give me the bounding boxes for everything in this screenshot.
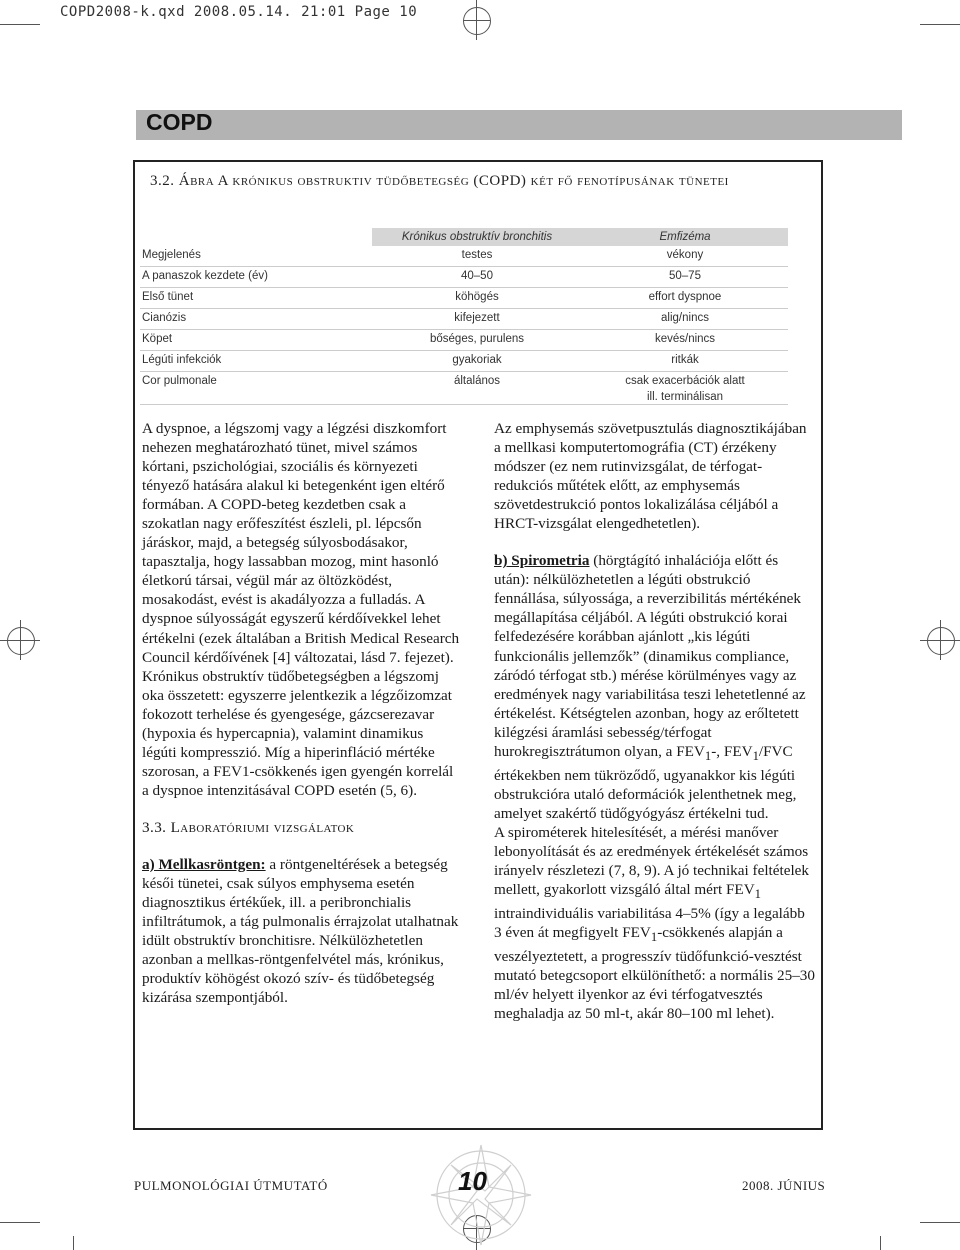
spirometria-paragraph: [494, 551, 816, 823]
footer-date: 2008. JÚNIUS: [742, 1178, 826, 1193]
spirometria-label: b) Spirometria: [494, 552, 590, 570]
emfizema-cell-line2: ill. terminálisan: [646, 391, 724, 403]
spirometer-text-2: intraindividuális variabilitása 4–5% (így a legalább 3 éven át megfigyelt FEV: [494, 905, 805, 942]
footer-publication: PULMONOLÓGIAI ÚTMUTATÓ: [134, 1178, 328, 1193]
subscript: 1: [650, 930, 658, 945]
table-header-row: [140, 228, 788, 246]
emfizema-cell: 50–75: [582, 267, 788, 288]
column-header-bronchitis: Krónikus obstruktív bronchitis: [372, 228, 582, 246]
row-label: Köpet: [140, 330, 372, 351]
spirometria-text-3: /FVC értékekben nem tükröződő, ugyanakkor kis légúti obstrukcióra utaló deformációk jelenthetnek meg, amelyet szakértő tüdőgyógyász értékelni tud.: [494, 742, 797, 822]
spirometria-text-1: (hörgtágító inhalációja előtt és után): nélkülözhetetlen a légúti obstrukció fennállása, súlyossága, a reverzibilitás mértékének megállapítása céljából. A légúti obstrukció korai felfedezésére korábban ajánlott „kis légúti funkcionális jellemzők” (dinamikus compliance, záródó térfogat stb.) mérése körülményes vagy az eredmények nagy variabilitása teszi lehetetlenné az értékelést. Kétségtelen azonban, hogy az erőltetett kilégzési áramlási sebesség/térfogat hurokregisztrátumon olyan, a FEV: [494, 552, 806, 760]
emfizema-cell: ritkák: [582, 351, 788, 372]
dyspnoe-paragraph: A dyspnoe, a légszomj vagy a légzési diszkomfort nehezen meghatározható tünet, mivel számos kórtani, pszichológiai, szociális és környezeti tényező hatására alakul ki betegenként igen eltérő formában. A COPD-beteg kezdetben csak a szokatlan nagy erőfeszítést észleli, pl. lépcsőn járáskor, majd, a betegség súlyosbodásakor, tapasztalja, hogy lassabban mozog, mint hasonló életkorú társai, végül már az öltözködést, mosakodást, evést is akadályozza a fulladás. A dyspnoe súlyosságát egyszerű kérdőívekkel lehet értékelni (ezek általában a British Medical Research Council kérdőívének [4] változatai, lásd 7. fejezet). Krónikus obstruktív tüdőbetegségben a légszomj oka összetett: egyszerre jelentkezik a légzőizomzat fokozott terhelése és gyengesége, gázcserezavar (hypoxia és hypercapnia), valamint dinamikus légúti kompresszió. Míg a hiperinfláció mértéke szorosan, a FEV1-csökkenés igen gyengén korrelál a dyspnoe intenzitásával COPD esetén (5, 6).: [142, 420, 460, 799]
emfizema-cell: [582, 372, 788, 405]
emfizema-cell: vékony: [582, 246, 788, 267]
subscript: 1: [752, 748, 759, 763]
subscript: 1: [754, 887, 761, 902]
ct-paragraph: Az emphysemás szövetpusztulás diagnosztikájában a mellkasi komputertomográfia (CT) érzékeny módszer (ez nem rutinvizsgálat, de térfogat-redukciós műtétek előtt, az emphysemás szövetdestrukció pontos lokalizálása céljából a HRCT-vizsgálat elengedhetetlen).: [494, 420, 807, 533]
row-label: Első tünet: [140, 288, 372, 309]
spirometria-text-2: -, FEV: [711, 742, 753, 760]
column-header-emfizema: Emfizéma: [582, 228, 788, 246]
chapter-header-bar: [136, 110, 902, 140]
table-row: [140, 330, 788, 351]
bronchitis-cell: 40–50: [372, 267, 582, 288]
subscript: 1: [704, 748, 712, 763]
table-row: [140, 267, 788, 288]
spirometer-paragraph: [494, 823, 816, 1024]
bronchitis-cell: bőséges, purulens: [372, 330, 582, 351]
emfizema-cell: alig/nincs: [582, 309, 788, 330]
file-slug-line: COPD2008-k.qxd 2008.05.14. 21:01 Page 10: [60, 4, 418, 20]
spirometer-text-3: -csökkenés alapján a veszélyeztetett, a progresszív tüdőfunkció-vesztést mutató betegcsoport elkülöníthető: a normális 25–30 ml/év helyett ilyenkor az évi térfogatvesztés meghaladja az 50 ml-t, akár 80–100 ml lehet).: [494, 924, 815, 1023]
figure-title: 3.2. Ábra A krónikus obstruktiv tüdőbetegség (COPD) két fő fenotípusának tünetei: [150, 173, 729, 189]
mellkasrontgen-paragraph: [142, 855, 460, 1007]
emfizema-cell-line1: csak exacerbációk alatt: [625, 375, 745, 387]
bronchitis-cell: gyakoriak: [372, 351, 582, 372]
table-row: [140, 372, 788, 405]
table-row: [140, 288, 788, 309]
row-label: Cianózis: [140, 309, 372, 330]
bronchitis-cell: kifejezett: [372, 309, 582, 330]
emfizema-cell: kevés/nincs: [582, 330, 788, 351]
row-label: Cor pulmonale: [140, 372, 372, 405]
table-row: [140, 246, 788, 267]
table-row: [140, 351, 788, 372]
emfizema-cell: effort dyspnoe: [582, 288, 788, 309]
bronchitis-cell: köhögés: [372, 288, 582, 309]
bronchitis-cell: általános: [372, 372, 582, 405]
page-number: 10: [458, 1166, 487, 1196]
chapter-title: COPD: [146, 109, 213, 135]
spirometer-text-1: A spirométerek hitelesítését, a mérési manőver lebonyolítását és az eredmények értékelését számos irányelv részletezi (7, 8, 9). A jó technikai feltételek mellett, gyakorlott vizsgáló által mért FEV: [494, 823, 810, 899]
row-label: A panaszok kezdete (év): [140, 267, 372, 288]
phenotype-comparison-table: [140, 228, 788, 405]
row-label: Légúti infekciók: [140, 351, 372, 372]
bronchitis-cell: testes: [372, 246, 582, 267]
row-label: Megjelenés: [140, 246, 372, 267]
section-heading: 3.3. Laboratóriumi vizsgálatok: [142, 818, 355, 836]
mellkasrontgen-text: a röntgeneltérések a betegség késői tünetei, csak súlyos emphysema esetén diagnosztikus értékűek, ill. a peribronchialis infiltrátumok, a tág pulmonalis érrajzolat utalhatnak idült obstruktív bronchitisre. Nélkülözhetetlen azonban a mellkas-röntgenfelvétel más, krónikus, produktív köhögést okozó szív- és tüdőbetegség kizárása szempontjából.: [142, 855, 459, 1007]
left-text-column: [142, 419, 460, 1007]
right-text-column: [494, 419, 816, 1024]
table-row: [140, 309, 788, 330]
mellkasrontgen-label: a) Mellkasröntgen:: [142, 855, 266, 873]
